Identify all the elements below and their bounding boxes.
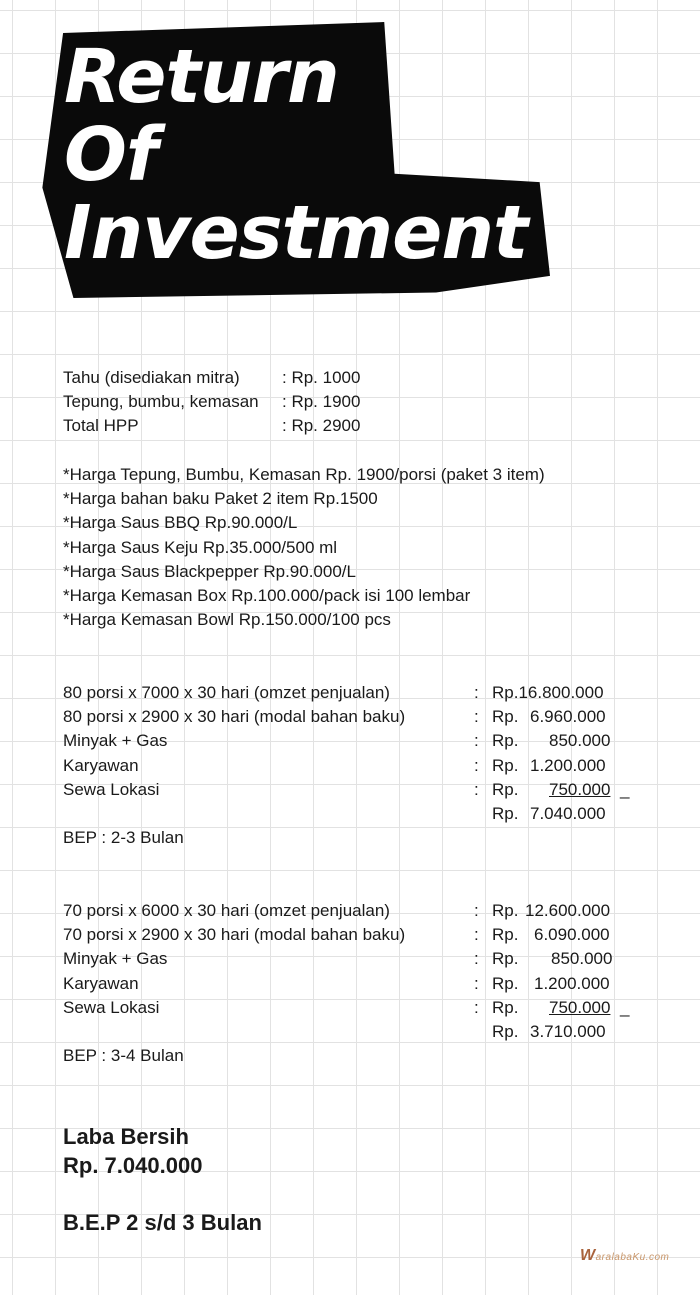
page-title: Return Of Investment bbox=[64, 34, 528, 276]
watermark-initial: W bbox=[580, 1247, 596, 1264]
price-note: *Harga Kemasan Box Rp.100.000/pack isi 100 lembar bbox=[63, 586, 471, 605]
price-note: *Harga Kemasan Bowl Rp.150.000/100 pcs bbox=[63, 610, 391, 629]
watermark-logo bbox=[580, 1247, 669, 1265]
watermark-text: aralabaKu.com bbox=[595, 1252, 670, 1263]
price-note: *Harga bahan baku Paket 2 item Rp.1500 bbox=[63, 489, 378, 508]
calc2-bep: BEP : 3-4 Bulan bbox=[63, 1046, 184, 1065]
net-profit-label: Laba Bersih bbox=[63, 1124, 189, 1149]
price-note: *Harga Saus BBQ Rp.90.000/L bbox=[63, 513, 298, 532]
price-note: *Harga Saus Keju Rp.35.000/500 ml bbox=[63, 538, 338, 557]
net-profit-value: Rp. 7.040.000 bbox=[63, 1153, 203, 1178]
bep-summary: B.E.P 2 s/d 3 Bulan bbox=[63, 1210, 262, 1235]
price-note: *Harga Tepung, Bumbu, Kemasan Rp. 1900/porsi (paket 3 item) bbox=[63, 465, 545, 484]
price-note: *Harga Saus Blackpepper Rp.90.000/L bbox=[63, 562, 356, 581]
calc1-bep: BEP : 2-3 Bulan bbox=[63, 828, 184, 847]
